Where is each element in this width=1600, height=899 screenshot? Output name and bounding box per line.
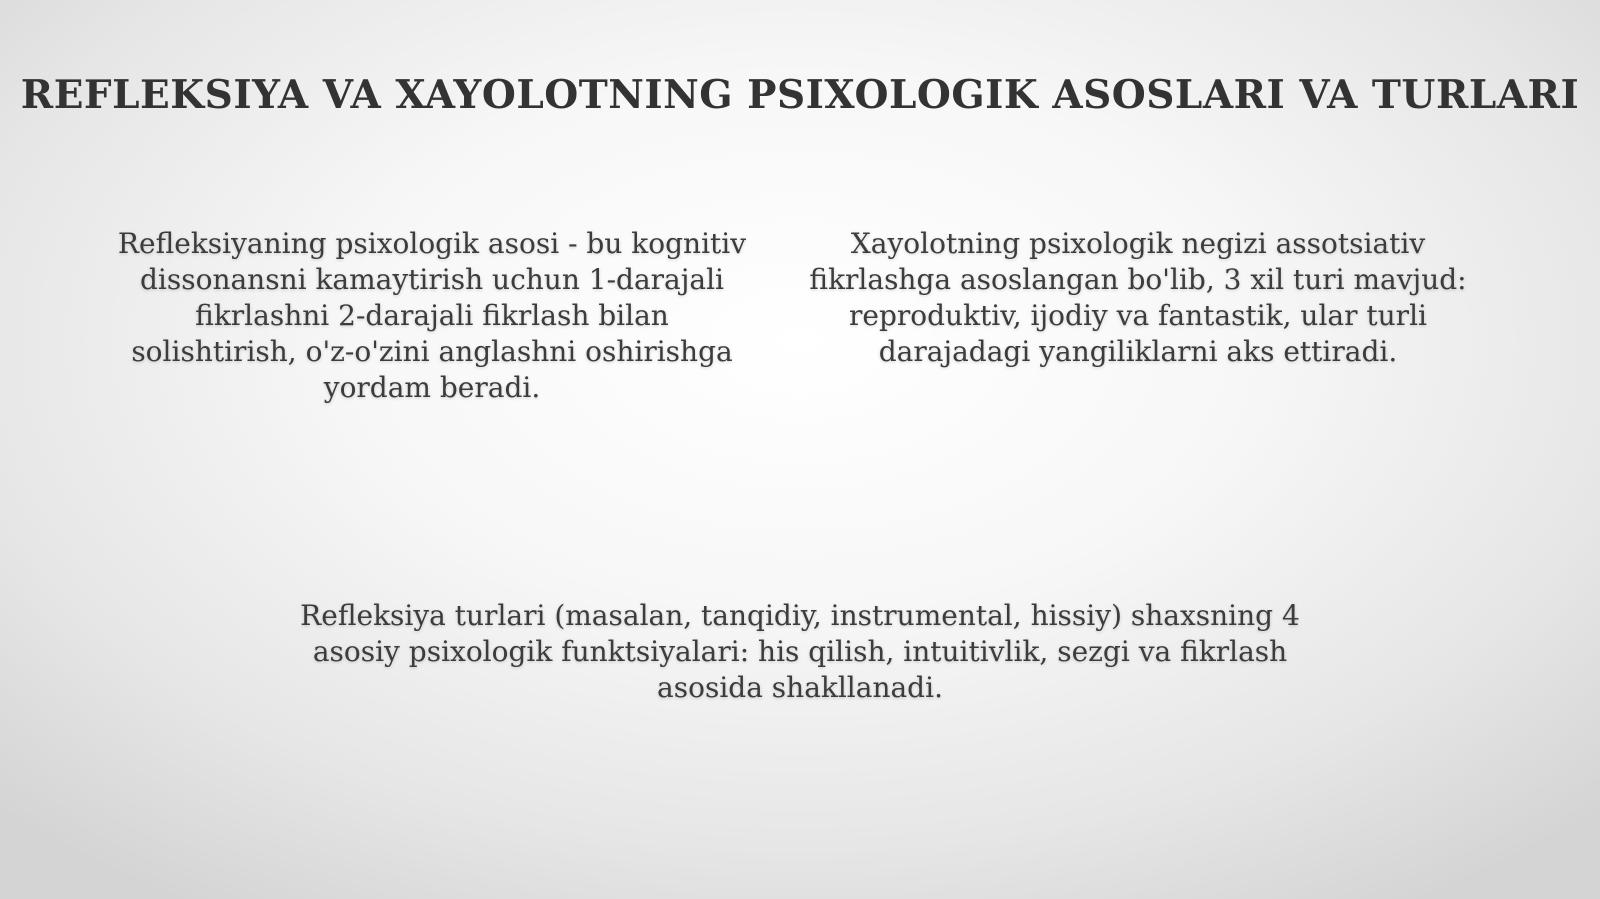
imagination-basis-paragraph: Xayolotning psixologik negizi assotsiativ fikrlashga asoslangan bo'lib, 3 xil turi mavjud: reproduktiv, ijodiy va fantastik, ular turli darajadagi yangiliklarni aks ettiradi.: [809, 227, 1467, 368]
slide-title: REFLEKSIYA VA XAYOLOTNING PSIXOLOGIK ASOSLARI VA TURLARI: [20, 72, 1580, 118]
reflection-basis-paragraph: Refleksiyaning psixologik asosi - bu kognitiv dissonansni kamaytirish uchun 1-darajali fikrlashni 2-darajali fikrlash bilan solishtirish, o'z-o'zini anglashni oshirishga yordam beradi.: [117, 227, 747, 404]
reflection-types-paragraph: Refleksiya turlari (masalan, tanqidiy, instrumental, hissiy) shaxsning 4 asosiy psixologik funktsiyalari: his qilish, intuitivlik, sezgi va fikrlash asosida shakllanadi.: [300, 599, 1300, 704]
